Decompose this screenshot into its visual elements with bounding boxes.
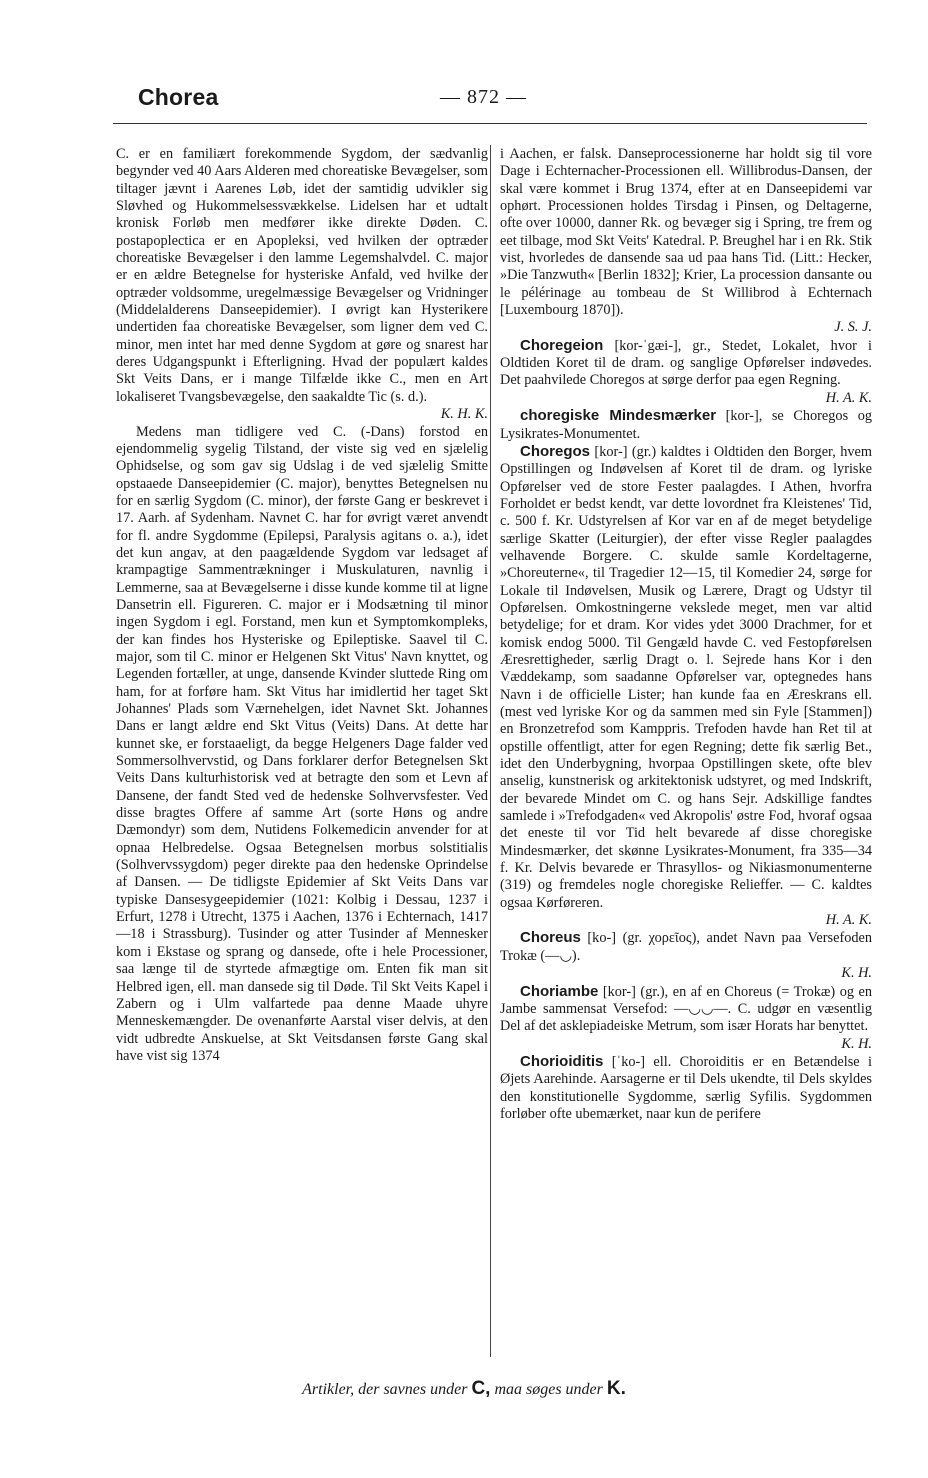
page-number: — 872 — [440, 86, 527, 108]
entry-body: [kor-], se Choregos og Lysikrates-Monumentet. [500, 408, 872, 442]
footer-letter-c: C, [471, 1378, 491, 1399]
author-signature: K. H. [841, 1035, 872, 1052]
entry-body: [ˈko-] ell. Choroiditis er en Betændelse i Øjets Aarehinde. Aarsagerne er til Dels ukendte, til Dels skyldes den konstitutionelle Sygdomme, særlig Syfilis. Sygdommen forløber ofte ubemærket, naar kun de perifere [500, 1053, 872, 1122]
page-header [0, 0, 928, 130]
header-rule [113, 123, 867, 124]
paragraph-chorea-continued: i Aachen, er falsk. Danseprocessionerne har holdt sig til vore Dage i Echternacher-Processionen ell. Willibrodus-Dansen, der skal være kommet i Brug 1374, efter at en Danseepidemi var ophørt. Processionen holdes Tirsdag i Pinsen, og Deltagerne, ofte over 10000, danner Rk. og bevæger sig i Spring, tre frem og eet tilbage, mod Skt Veits' Katedral. P. Breughel har i en Rk. Stik vist, hvorledes de dansende saa ud paa hans Tid. (Litt.: Hecker, »Die Tanzwuth« [Berlin 1832]; Krier, La procession dansante ou le pélérinage au tombeau de St Willibrod à Echternach [Luxembourg 1870]). [500, 146, 872, 319]
entry-headword: Choregeion [520, 336, 604, 354]
author-signature: H. A. K. [825, 912, 872, 929]
footer-text: Artikler, der savnes under [302, 1381, 472, 1398]
column-divider [490, 145, 491, 1357]
footer-letter-k: K. [606, 1378, 626, 1399]
author-signature: K. H. K. [440, 406, 488, 423]
paragraph-chorea-history: Medens man tidligere ved C. (-Dans) forstod en ejendommelig sygelig Tilstand, der viste sig ved en sjælelig Ophidselse, og som gav sig Udslag i de ved sjælelig Smitte opstaaede Danseepidemier (C. major), benyttes Betegnelsen nu for en særlig Sygdom (C. minor), der første Gang er beskrevet i 17. Aarh. af Sydenham. Navnet C. har for øvrigt været anvendt for fl. andre Sygdomme (Epilepsi, Paralysis agitans o. a.), idet det kun angav, at den paagældende Sygdom var ledsaget af krampagtige Sammentrækninger i Muskulaturen, navnlig i Lemmerne, saa at Bevægelserne i disse kunde komme til at ligne Dansetrin ell. Figureren. C. major er i Modsætning til minor ingen Sygdom i egl. Forstand, men kun et Symptomkompleks, der kan findes hos Hysteriske og Epileptiske. Saavel til C. major, som til C. minor er Helgenen Skt Vitus' Navn knyttet, og Legenden fortæller, at unge, dansende Kvinder sluttede Ring om ham, for at forføre ham. Skt Vitus har imidlertid her taget Skt Johannes' Plads som Værnehelgen, idet Navnet Skt. Johannes Dans er langt ældre end Skt Vitus (Veits) Dans. At dette har kunnet ske, er forstaaeligt, da begge Helgeners Dage falder ved Sommersolhvervstid, og Dans forklarer derfor Betegnelsen Skt Veits Dans kulturhistorisk ved at betragte den som et Levn af Dansene, der fandt Sted ved de hedenske Solhvervsfester. Ved disse bragtes Offere af samme Art (sorte Høns og andre Dæmondyr) som dem, Nutidens Folkemedicin anvender for at opnaa Helbredelse. Ogsaa Betegnelsen morbus solstitialis (Solhvervssygdom) peger direkte paa den hedenske Oprindelse af Dansen. — De tidligste Epidemier af Skt Veits Dans var typiske Dansesygeepidemier (1021: Kolbig i Dessau, 1237 i Erfurt, 1278 i Utrecht, 1375 i Aachen, 1376 i Echternach, 1417—18 i Strassburg). Tusinder og atter Tusinder af Mennesker kom i Ekstase og sprang og dansede, ofte i hele Processioner, saa længe til de styrtede afmægtige om. Enten fik man sit Helbred igen, ell. man dansede sig til Døde. Til Skt Veits Kapel i Zabern og i Ulm valfartede paa denne Maade uhyre Menneskemængder. De ovenanførte Aarstal viser delvis, at den vidt udbredte Anskuelse, at Skt Veitsdansen første Gang skal have vist sig 1374 [116, 423, 488, 1064]
left-column [116, 146, 488, 1065]
paragraph-chorea-definition: C. er en familiært forekommende Sygdom, der sædvanlig begynder ved 40 Aars Alderen med choreatiske Bevægelser, som tiltager jævnt i Aarenes Løb, idet der samtidig udvikler sig Sløvhed og Hukommelsessvækkelse. Lidelsen har et udtalt kronisk Forløb men medfører ikke direkte Døden. C. postapoplectica er en Apopleksi, ved hvilken der optræder choreatiske Bevægelser i den lamme Legemshalvdel. C. major er en ældre Betegnelse for hysteriske Anfald, ved hvilke der optræder voldsomme, uregelmæssige Bevægelser og Vridninger (Middelalderens Danseepidemier). I øvrigt kan Hysterikere undertiden faa choreatiske Bevægelser, som ligner dem ved C. minor, men intet har med denne Sygdom at gøre og snarest har deres Udgangspunkt i Efterligning. Hvad der populært kaldes Skt Veits Dans, er i mange Tilfælde ikke C., men en Art lokaliseret Tvangsbevægelse, den saakaldte Tic (s. d.). [116, 146, 488, 405]
entry-choreus [500, 929, 872, 965]
entry-headword: choregiske Mindesmærker [520, 407, 717, 425]
author-signature: H. A. K. [825, 389, 872, 406]
right-column [500, 146, 872, 1123]
entry-chorioiditis [500, 1053, 872, 1123]
entry-choregiske-mindesmaerker [500, 407, 872, 443]
author-signature: J. S. J. [834, 319, 872, 336]
entry-headword: Choreus [520, 929, 581, 947]
entry-headword: Chorioiditis [520, 1052, 604, 1070]
entry-headword: Choregos [520, 442, 591, 460]
entry-body: [kor-ˈgæi-], gr., Stedet, Lokalet, hvor i Oldtiden Koret til de dram. og sanglige Opførelser indøvedes. Det paahvilede Choregos at sørge derfor paa egen Regning. [500, 337, 872, 389]
entry-body: [kor-] (gr.), en af en Choreus (= Trokæ) og en Jambe sammensat Versefod: —◡◡—. C. udgør en væsentlig Del af det asklepiadeiske Metrum, som især Horats har benyttet. [500, 983, 872, 1035]
page-footer-note [0, 1378, 928, 1400]
author-signature: K. H. [841, 965, 872, 982]
entry-body: [ko-] (gr. χορεῖος), andet Navn paa Versefoden Trokæ (—◡). [500, 930, 872, 964]
running-headword: Chorea [138, 84, 219, 110]
entry-headword: Choriambe [520, 982, 599, 1000]
entry-choregos [500, 443, 872, 912]
footer-text: maa søges under [490, 1381, 607, 1398]
entry-body: [kor-] (gr.) kaldtes i Oldtiden den Borger, hvem Opstillingen og Indøvelsen af Koret til de dram. og lyriske Opførelser ved de store Fester paalagdes. I Athen, hvorfra Forholdet er bedst kendt, var dette lovordnet fra Kleistenes' Tid, c. 500 f. Kr. Udstyrelsen af Kor var en af de meget betydelige særlige Skatter (Leiturgier), der efter visse Regler paalagdes velhavende Borgere. C. skulde samle Kordeltagerne, »Choreuterne«, til Tragedier 12—15, til Komedier 24, sørge for Lokale til Indøvelsen, Musik og Lærere, Dragt og Udstyr til Opførelsen. Omkostningerne vekslede meget, men var altid betydelige; for et dram. Kor vides ydet 3000 Drachmer, for et komisk endog 5000. Til Gengæld havde C. ved Festopførelsen Æresrettigheder, særlig Dragt o. l. Sejrede hans Kor i den Væddekamp, som saadanne Opførelser var, optegnedes hans Navn i de officielle Lister; han kunde faa en Æreskrans ell. (mest ved lyriske Kor og da sammen med sin Fyle [Stammen]) en Bronzetrefod som Kamppris. Trefoden havde han Ret til at opstille offentligt, atter for egen Regning; dette fik særlig Bet., idet den Underbygning, hvorpaa Opstillingen skete, ofte blev anselig, kunstnerisk og arkitektonisk udstyret, og med Indskrift, der bevarede Mindet om C. og hans Sejr. Adskillige fandtes samlede i »Trefodgaden« ved Akropolis' østre Fod, hvoraf ogsaa det eneste til vor Tid helt bevarede af disse choregiske Mindesmærker, det skønne Lysikrates-Monument, fra 335—34 f. Kr. Delvis bevarede er Thrasyllos- og Nikiasmonumenterne (319) og fremdeles nogle choregiske Relieffer. — C. kaldtes ogsaa Kørføreren. [500, 443, 872, 911]
entry-choregeion [500, 337, 872, 390]
entry-choriambe [500, 983, 872, 1036]
